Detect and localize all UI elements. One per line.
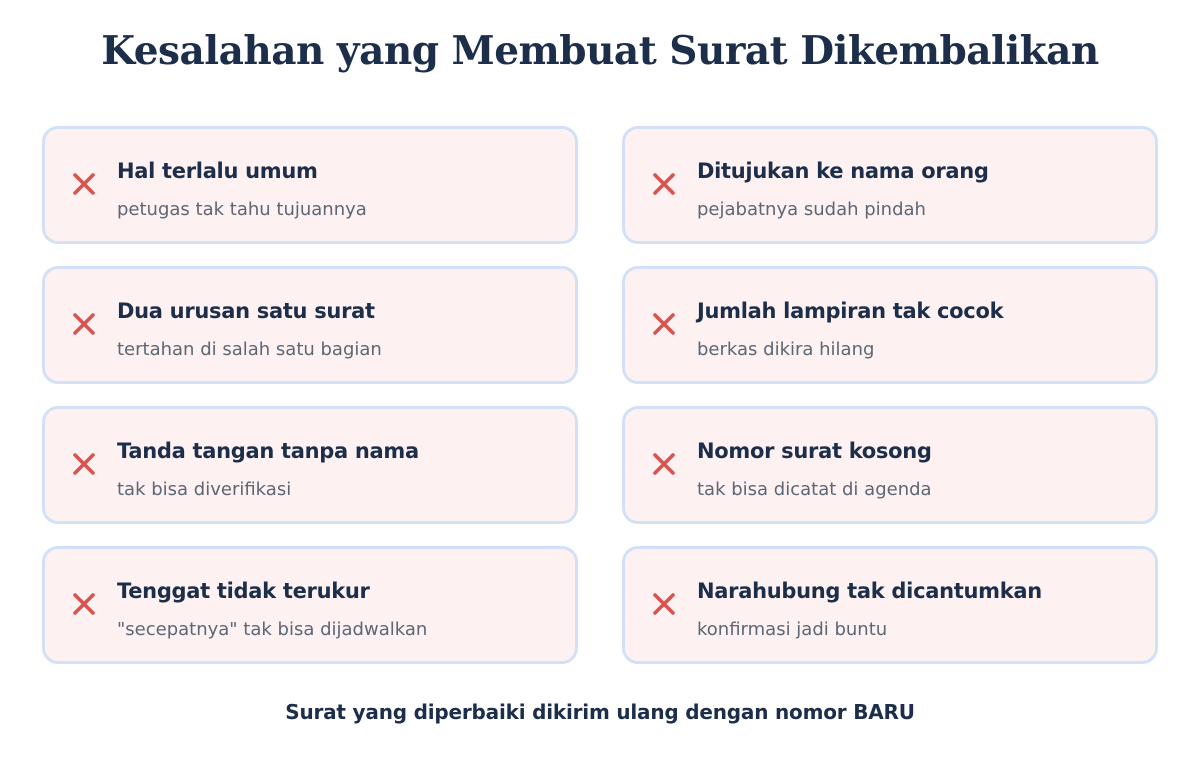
mistake-consequence: tertahan di salah satu bagian <box>117 339 382 360</box>
mistake-card <box>42 266 578 384</box>
cross-icon <box>651 311 677 337</box>
mistake-card <box>42 406 578 524</box>
cross-icon <box>651 591 677 617</box>
mistake-consequence: "secepatnya" tak bisa dijadwalkan <box>117 619 428 640</box>
mistake-title: Nomor surat kosong <box>697 439 932 463</box>
mistake-card <box>42 546 578 664</box>
mistake-consequence: pejabatnya sudah pindah <box>697 199 926 220</box>
mistake-card <box>622 406 1158 524</box>
mistake-card <box>622 266 1158 384</box>
cross-icon <box>71 591 97 617</box>
mistake-title: Narahubung tak dicantumkan <box>697 579 1042 603</box>
mistake-consequence: konfirmasi jadi buntu <box>697 619 888 640</box>
footer-note: Surat yang diperbaiki dikirim ulang dengan nomor BARU <box>285 700 915 724</box>
cross-icon <box>71 451 97 477</box>
page-title: Kesalahan yang Membuat Surat Dikembalikan <box>101 28 1099 74</box>
mistakes-grid <box>42 126 1158 664</box>
mistake-consequence: tak bisa diverifikasi <box>117 479 292 500</box>
mistake-card <box>622 546 1158 664</box>
cross-icon <box>651 451 677 477</box>
cross-icon <box>651 171 677 197</box>
mistake-title: Dua urusan satu surat <box>117 299 375 323</box>
mistake-consequence: berkas dikira hilang <box>697 339 875 360</box>
mistake-card <box>42 126 578 244</box>
mistake-title: Ditujukan ke nama orang <box>697 159 989 183</box>
mistake-consequence: tak bisa dicatat di agenda <box>697 479 932 500</box>
mistake-title: Tenggat tidak terukur <box>117 579 370 603</box>
mistake-title: Hal terlalu umum <box>117 159 318 183</box>
cross-icon <box>71 311 97 337</box>
mistake-title: Jumlah lampiran tak cocok <box>697 299 1004 323</box>
cross-icon <box>71 171 97 197</box>
mistake-title: Tanda tangan tanpa nama <box>117 439 419 463</box>
mistake-consequence: petugas tak tahu tujuannya <box>117 199 367 220</box>
mistake-card <box>622 126 1158 244</box>
